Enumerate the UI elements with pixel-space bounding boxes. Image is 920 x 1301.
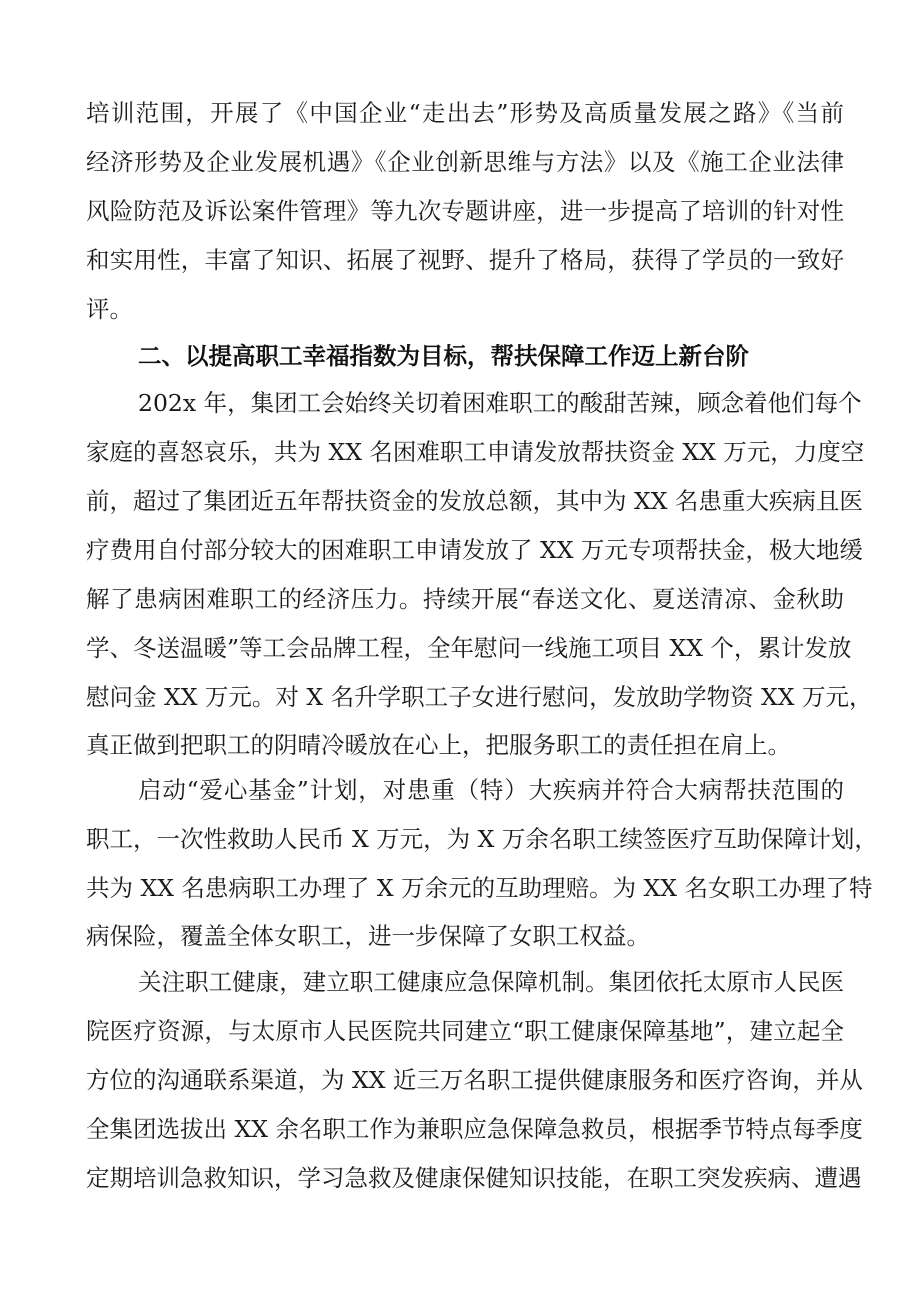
paragraph-4-line-5: 定期培训急救知识，学习急救及健康保健知识技能，在职工突发疾病、遭遇 <box>86 1164 862 1192</box>
paragraph-4-line-3: 方位的沟通联系渠道，为 XX 近三万名职工提供健康服务和医疗咨询，并从 <box>86 1066 863 1094</box>
paragraph-4-line-2: 院医疗资源，与太原市人民医院共同建立“职工健康保障基地”，建立起全 <box>86 1017 844 1045</box>
paragraph-2-line-7: 慰问金 XX 万元。对 X 名升学职工子女进行慰问，发放助学物资 XX 万元， <box>86 683 873 711</box>
paragraph-2-line-2: 家庭的喜怒哀乐，共为 XX 名困难职工申请发放帮扶资金 XX 万元，力度空 <box>86 438 865 466</box>
paragraph-1-line-3: 风险防范及诉讼案件管理》等九次专题讲座，进一步提高了培训的针对性 <box>86 197 844 225</box>
paragraph-2-line-6: 学、冬送温暖”等工会品牌工程，全年慰问一线施工项目 XX 个，累计发放 <box>86 634 852 662</box>
paragraph-2-line-5: 解了患病困难职工的经济压力。持续开展“春送文化、夏送清凉、金秋助 <box>86 585 844 613</box>
paragraph-1-line-1: 培训范围，开展了《中国企业“走出去”形势及高质量发展之路》《当前 <box>86 99 844 127</box>
paragraph-3-line-3: 共为 XX 名患病职工办理了 X 万余元的互助理赔。为 XX 名女职工办理了特 <box>86 874 873 902</box>
paragraph-1-line-2: 经济形势及企业发展机遇》《企业创新思维与方法》以及《施工企业法律 <box>86 148 844 176</box>
paragraph-2-line-1: 202x 年，集团工会始终关切着困难职工的酸甜苦辣，顾念着他们每个 <box>138 389 862 417</box>
paragraph-4-line-1: 关注职工健康，建立职工健康应急保障机制。集团依托太原市人民医 <box>138 968 844 996</box>
section-heading: 二、以提高职工幸福指数为目标，帮扶保障工作迈上新台阶 <box>138 342 749 370</box>
paragraph-2-line-3: 前，超过了集团近五年帮扶资金的发放总额，其中为 XX 名患重大疾病且医 <box>86 487 863 515</box>
paragraph-1-line-5: 评。 <box>86 295 133 323</box>
paragraph-2-line-4: 疗费用自付部分较大的困难职工申请发放了 XX 万元专项帮扶金，极大地缓 <box>86 536 863 564</box>
paragraph-2-line-8: 真正做到把职工的阴晴冷暖放在心上，把服务职工的责任担在肩上。 <box>86 731 791 759</box>
paragraph-4-line-4: 全集团选拔出 XX 余名职工作为兼职应急保障急救员，根据季节特点每季度 <box>86 1115 863 1143</box>
paragraph-3-line-2: 职工，一次性救助人民币 X 万元，为 X 万余名职工续签医疗互助保障计划， <box>86 825 878 853</box>
paragraph-3-line-4: 病保险，覆盖全体女职工，进一步保障了女职工权益。 <box>86 922 650 950</box>
paragraph-3-line-1: 启动“爱心基金”计划，对患重（特）大疾病并符合大病帮扶范围的 <box>138 776 844 804</box>
paragraph-1-line-4: 和实用性，丰富了知识、拓展了视野、提升了格局，获得了学员的一致好 <box>86 246 844 274</box>
